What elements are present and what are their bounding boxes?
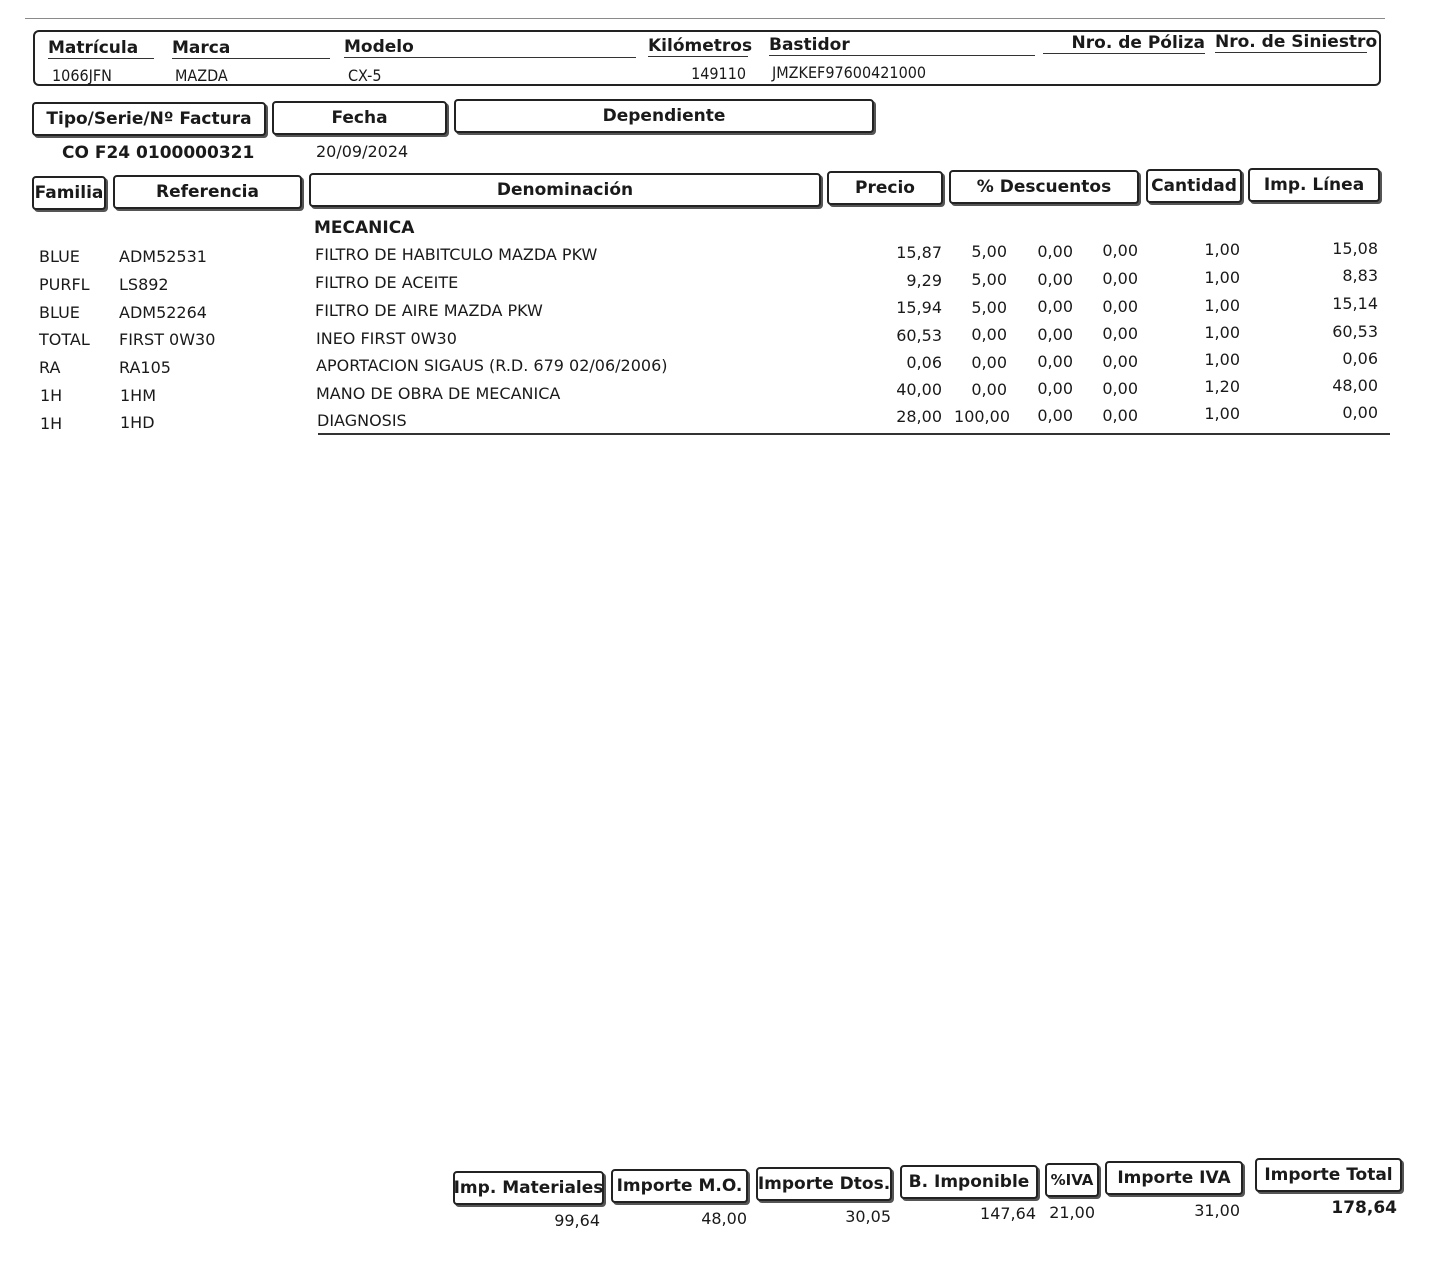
row-precio: 15,87 bbox=[896, 243, 942, 262]
familia-header: Familia bbox=[32, 176, 106, 210]
row-descuento-3: 0,00 bbox=[1102, 297, 1138, 316]
row-descuento-1: 5,00 bbox=[971, 242, 1007, 261]
row-familia: PURFL bbox=[39, 275, 90, 294]
row-importe: 15,08 bbox=[1332, 239, 1378, 258]
row-cantidad: 1,00 bbox=[1204, 323, 1240, 342]
modelo-value: CX-5 bbox=[348, 66, 382, 85]
row-descuento-3: 0,00 bbox=[1102, 379, 1138, 398]
row-denominacion: FILTRO DE AIRE MAZDA PKW bbox=[315, 301, 543, 320]
row-denominacion: INEO FIRST 0W30 bbox=[316, 329, 457, 348]
row-cantidad: 1,20 bbox=[1204, 377, 1240, 396]
row-descuento-2: 0,00 bbox=[1037, 270, 1073, 289]
row-precio: 0,06 bbox=[906, 353, 942, 372]
importe-dtos-header: Importe Dtos. bbox=[756, 1167, 892, 1201]
row-denominacion: DIAGNOSIS bbox=[317, 411, 407, 430]
row-descuento-1: 5,00 bbox=[971, 298, 1007, 317]
matricula-label: Matrícula bbox=[48, 38, 154, 59]
row-familia: 1H bbox=[40, 414, 63, 433]
row-referencia: 1HD bbox=[120, 413, 155, 432]
row-precio: 60,53 bbox=[896, 326, 942, 345]
row-referencia: 1HM bbox=[120, 386, 157, 405]
row-familia: 1H bbox=[40, 386, 63, 405]
siniestro-label: Nro. de Siniestro bbox=[1215, 32, 1378, 52]
row-descuento-3: 0,00 bbox=[1102, 269, 1138, 288]
row-referencia: FIRST 0W30 bbox=[119, 330, 216, 349]
row-referencia: ADM52264 bbox=[119, 303, 207, 322]
row-importe: 48,00 bbox=[1332, 376, 1378, 395]
section-title: MECANICA bbox=[314, 218, 415, 238]
matricula-value: 1066JFN bbox=[52, 66, 112, 85]
row-referencia: LS892 bbox=[119, 275, 169, 294]
row-denominacion: MANO DE OBRA DE MECANICA bbox=[316, 384, 561, 403]
table-end-rule bbox=[318, 433, 1390, 435]
row-importe: 0,06 bbox=[1342, 349, 1378, 368]
row-descuento-2: 0,00 bbox=[1037, 352, 1073, 371]
row-cantidad: 1,00 bbox=[1204, 404, 1240, 423]
marca-label: Marca bbox=[172, 38, 330, 59]
importe-iva-header: Importe IVA bbox=[1105, 1161, 1243, 1195]
row-familia: TOTAL bbox=[39, 330, 90, 349]
dependiente-header: Dependiente bbox=[454, 99, 874, 133]
invoice-number: CO F24 0100000321 bbox=[62, 143, 255, 163]
precio-header: Precio bbox=[827, 171, 943, 205]
row-descuento-2: 0,00 bbox=[1037, 242, 1073, 261]
row-descuento-3: 0,00 bbox=[1102, 241, 1138, 260]
importe-total-header: Importe Total bbox=[1255, 1158, 1402, 1192]
row-cantidad: 1,00 bbox=[1204, 350, 1240, 369]
row-descuento-3: 0,00 bbox=[1102, 324, 1138, 343]
row-descuento-1: 5,00 bbox=[971, 270, 1007, 289]
imp-materiales-value: 99,64 bbox=[554, 1211, 600, 1230]
row-descuento-2: 0,00 bbox=[1037, 406, 1073, 425]
row-denominacion: FILTRO DE ACEITE bbox=[315, 273, 459, 292]
row-familia: RA bbox=[39, 358, 61, 377]
row-denominacion: APORTACION SIGAUS (R.D. 679 02/06/2006) bbox=[316, 356, 668, 375]
row-descuento-3: 0,00 bbox=[1102, 352, 1138, 371]
row-importe: 15,14 bbox=[1332, 294, 1378, 313]
marca-value: MAZDA bbox=[175, 66, 228, 85]
row-denominacion: FILTRO DE HABITCULO MAZDA PKW bbox=[315, 245, 598, 264]
descuentos-header: % Descuentos bbox=[949, 170, 1139, 204]
row-familia: BLUE bbox=[39, 247, 80, 266]
row-precio: 40,00 bbox=[896, 380, 942, 399]
invoice-date: 20/09/2024 bbox=[316, 142, 409, 161]
row-cantidad: 1,00 bbox=[1204, 240, 1240, 259]
row-descuento-2: 0,00 bbox=[1037, 325, 1073, 344]
imp-linea-header: Imp. Línea bbox=[1248, 168, 1380, 202]
row-importe: 8,83 bbox=[1342, 266, 1378, 285]
bastidor-label: Bastidor bbox=[769, 35, 1035, 56]
row-cantidad: 1,00 bbox=[1204, 268, 1240, 287]
row-descuento-1: 0,00 bbox=[971, 380, 1007, 399]
imp-materiales-header: Imp. Materiales bbox=[453, 1171, 604, 1205]
modelo-label: Modelo bbox=[344, 37, 636, 58]
row-referencia: ADM52531 bbox=[119, 247, 207, 266]
row-descuento-1: 0,00 bbox=[971, 353, 1007, 372]
cantidad-header: Cantidad bbox=[1146, 169, 1242, 203]
importe-dtos-value: 30,05 bbox=[845, 1207, 891, 1226]
importe-total-value: 178,64 bbox=[1331, 1198, 1397, 1218]
row-precio: 28,00 bbox=[896, 407, 942, 426]
kilometros-label: Kilómetros bbox=[648, 36, 753, 56]
kilometros-value: 149110 bbox=[691, 64, 746, 83]
importe-iva-value: 31,00 bbox=[1194, 1201, 1240, 1220]
denominacion-header: Denominación bbox=[309, 173, 821, 207]
fecha-header: Fecha bbox=[272, 101, 447, 135]
importe-mo-value: 48,00 bbox=[701, 1209, 747, 1228]
base-imponible-header: B. Imponible bbox=[900, 1165, 1038, 1199]
row-descuento-2: 0,00 bbox=[1037, 379, 1073, 398]
row-precio: 9,29 bbox=[906, 271, 942, 290]
iva-pct-header: %IVA bbox=[1045, 1163, 1099, 1197]
row-descuento-1: 0,00 bbox=[971, 325, 1007, 344]
row-descuento-1: 100,00 bbox=[954, 407, 1010, 426]
row-familia: BLUE bbox=[39, 303, 80, 322]
row-precio: 15,94 bbox=[896, 298, 942, 317]
row-cantidad: 1,00 bbox=[1204, 296, 1240, 315]
poliza-label: Nro. de Póliza bbox=[1043, 33, 1205, 54]
bastidor-value: JMZKEF97600421000 bbox=[772, 63, 927, 82]
referencia-header: Referencia bbox=[113, 175, 302, 209]
base-imponible-value: 147,64 bbox=[980, 1204, 1036, 1223]
iva-pct-value: 21,00 bbox=[1049, 1203, 1095, 1222]
row-referencia: RA105 bbox=[119, 358, 171, 377]
row-importe: 60,53 bbox=[1332, 322, 1378, 341]
row-importe: 0,00 bbox=[1342, 403, 1378, 422]
row-descuento-2: 0,00 bbox=[1037, 297, 1073, 316]
top-rule bbox=[25, 18, 1385, 19]
row-descuento-3: 0,00 bbox=[1102, 406, 1138, 425]
tipo-factura-header: Tipo/Serie/Nº Factura bbox=[32, 102, 266, 136]
importe-mo-header: Importe M.O. bbox=[611, 1169, 748, 1203]
